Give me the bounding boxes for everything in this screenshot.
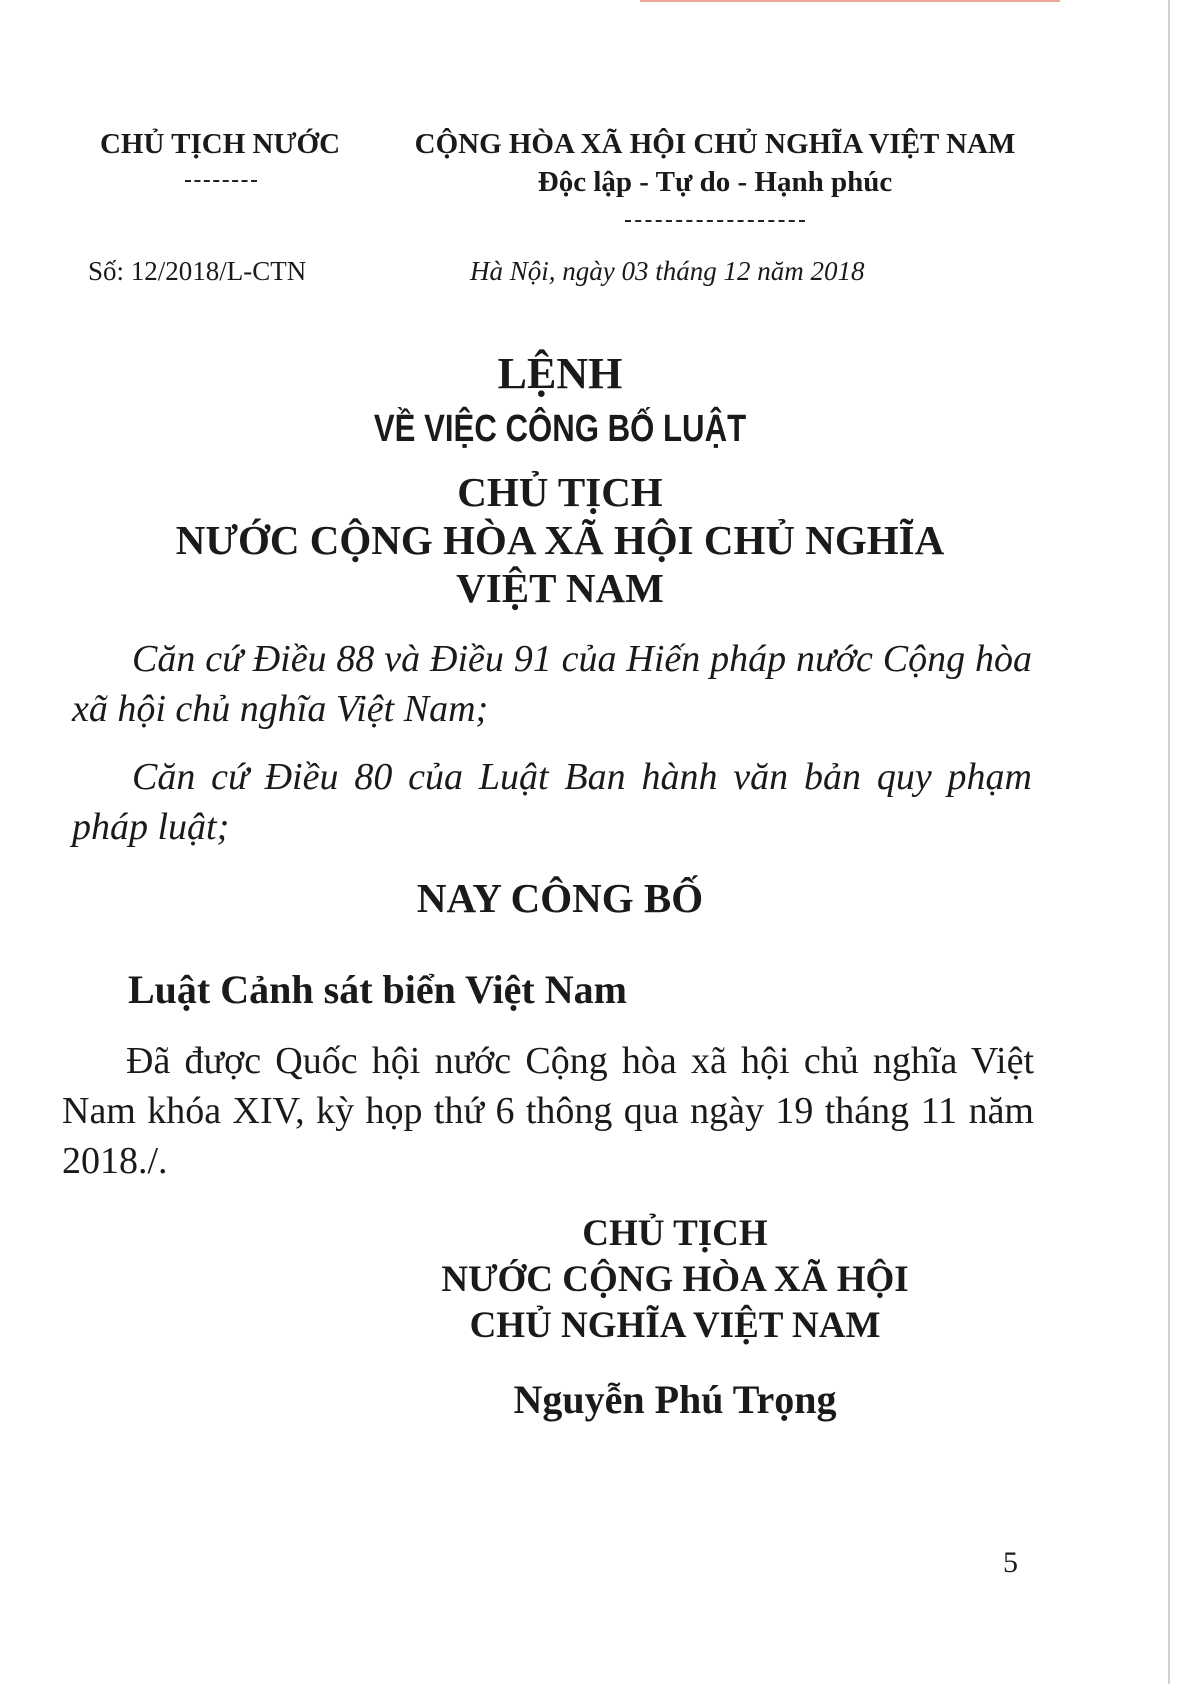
signature-title-3: CHỦ NGHĨA VIỆT NAM — [469, 1305, 881, 1346]
basis-paragraph-2: Căn cứ Điều 80 của Luật Ban hành văn bản quy phạm pháp luật; — [72, 756, 1032, 848]
issuer-line-2: NƯỚC CỘNG HÒA XÃ HỘI CHỦ NGHĨA — [175, 517, 945, 563]
signature-title-2: NƯỚC CỘNG HÒA XÃ HỘI — [441, 1259, 909, 1300]
page-number: 5 — [1003, 1546, 1018, 1579]
document-number: Số: 12/2018/L-CTN — [88, 256, 307, 286]
signature-title-1: CHỦ TỊCH — [582, 1213, 768, 1254]
motto-divider — [625, 220, 805, 222]
scan-edge-top — [640, 0, 1060, 2]
issuer-line-3: VIỆT NAM — [456, 565, 664, 611]
motto: Độc lập - Tự do - Hạnh phúc — [537, 166, 893, 198]
issuer-line-1: CHỦ TỊCH — [457, 469, 663, 515]
signatory-name: Nguyễn Phú Trọng — [513, 1377, 837, 1422]
document-date: Hà Nội, ngày 03 tháng 12 năm 2018 — [470, 256, 865, 286]
issuer-header: CHỦ TỊCH NƯỚC — [99, 128, 341, 160]
body-paragraph: Đã được Quốc hội nước Cộng hòa xã hội chủ nghĩa Việt Nam khóa XIV, kỳ họp thứ 6 thông qua ngày 19 tháng 11 năm 2018./. — [62, 1040, 1034, 1182]
announcement-heading: NAY CÔNG BỐ — [416, 875, 704, 921]
document-title: LỆNH — [497, 349, 623, 398]
country-header: CỘNG HÒA XÃ HỘI CHỦ NGHĨA VIỆT NAM — [414, 128, 1016, 160]
document-subtitle: VỀ VIỆC CÔNG BỐ LUẬT — [373, 408, 747, 450]
issuer-header-divider — [185, 180, 257, 182]
law-name: Luật Cảnh sát biển Việt Nam — [128, 967, 627, 1012]
scan-edge-right — [1168, 0, 1170, 1684]
basis-paragraph-1: Căn cứ Điều 88 và Điều 91 của Hiến pháp nước Cộng hòa xã hội chủ nghĩa Việt Nam; — [72, 638, 1032, 730]
